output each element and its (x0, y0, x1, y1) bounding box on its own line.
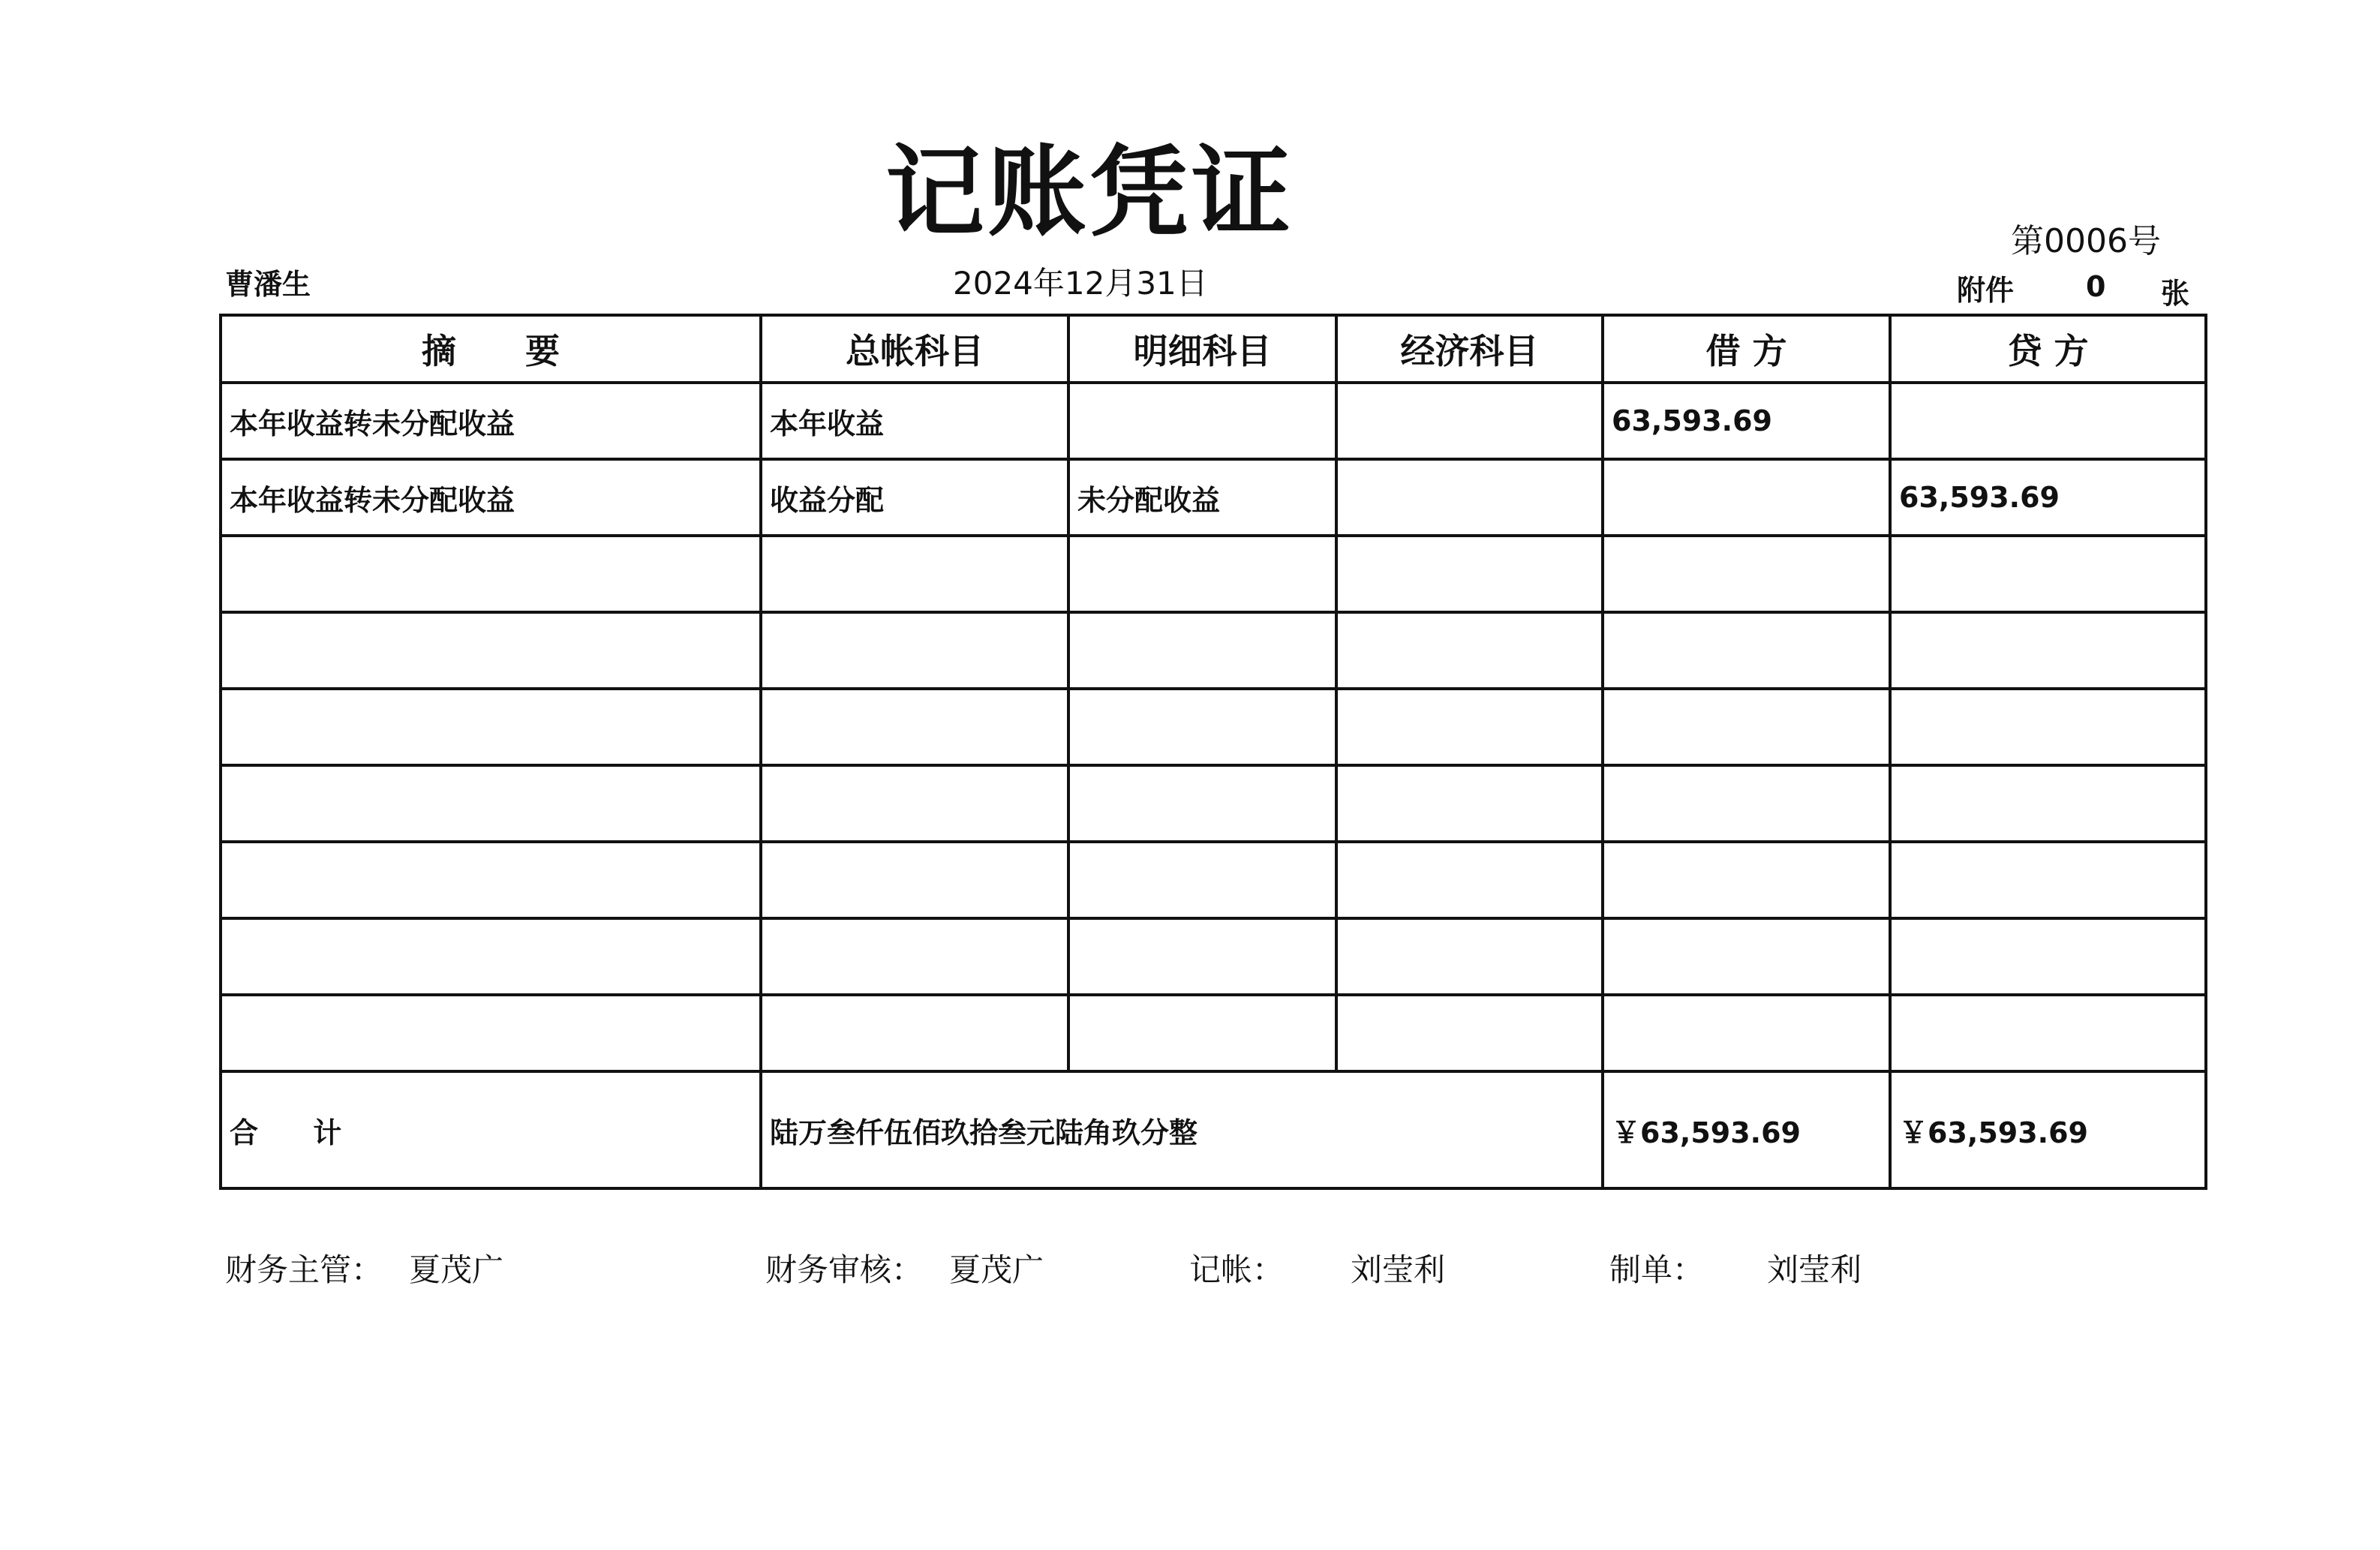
finance-supervisor-label: 财务主管： (225, 1251, 383, 1288)
col-header-economic-account: 经济科目 (1336, 315, 1603, 383)
cell-general-account (761, 765, 1068, 842)
cell-general-account: 收益分配 (761, 459, 1068, 536)
preparer-label: 制单： (1609, 1251, 1705, 1288)
cell-economic-account (1336, 765, 1603, 842)
company-name: 曹潘生 (225, 268, 311, 301)
bookkeeper-name: 刘莹利 (1351, 1251, 1446, 1288)
cell-credit (1890, 765, 2206, 842)
cell-general-account (761, 842, 1068, 918)
cell-economic-account (1336, 612, 1603, 689)
cell-general-account: 本年收益 (761, 383, 1068, 459)
table-row (221, 536, 2206, 612)
cell-economic-account (1336, 918, 1603, 995)
cell-credit: 63,593.69 (1890, 459, 2206, 536)
cell-summary (221, 918, 761, 995)
cell-credit (1890, 383, 2206, 459)
cell-summary (221, 612, 761, 689)
attachment-count: 0 (2086, 270, 2106, 303)
attachment-unit: 张 (2161, 277, 2190, 310)
total-label: 合 计 (221, 1071, 761, 1188)
cell-economic-account (1336, 536, 1603, 612)
cell-credit (1890, 995, 2206, 1071)
cell-debit (1603, 612, 1890, 689)
voucher-number: 第0006号 (2011, 222, 2161, 260)
total-debit: ￥63,593.69 (1603, 1071, 1890, 1188)
total-credit: ￥63,593.69 (1890, 1071, 2206, 1188)
cell-credit (1890, 612, 2206, 689)
cell-economic-account (1336, 689, 1603, 765)
finance-audit-label: 财务审核： (765, 1251, 924, 1288)
cell-detail-account (1068, 536, 1336, 612)
voucher-date: 2024年12月31日 (953, 265, 1208, 302)
table-row (221, 383, 2206, 459)
bookkeeper-label: 记帐： (1189, 1251, 1285, 1288)
cell-general-account (761, 689, 1068, 765)
table-row (221, 995, 2206, 1071)
table-header-row (221, 315, 2206, 383)
cell-summary (221, 765, 761, 842)
table-row (221, 765, 2206, 842)
cell-summary (221, 689, 761, 765)
cell-debit (1603, 689, 1890, 765)
cell-general-account (761, 995, 1068, 1071)
col-header-debit: 借 方 (1603, 315, 1890, 383)
cell-detail-account (1068, 765, 1336, 842)
preparer-name: 刘莹利 (1767, 1251, 1862, 1288)
cell-general-account (761, 612, 1068, 689)
cell-detail-account (1068, 689, 1336, 765)
attachment-label: 附件 (1957, 274, 2015, 307)
table-row (221, 842, 2206, 918)
table-row (221, 918, 2206, 995)
cell-debit (1603, 918, 1890, 995)
col-header-detail-account: 明细科目 (1068, 315, 1336, 383)
cell-summary (221, 536, 761, 612)
table-row (221, 612, 2206, 689)
cell-debit (1603, 536, 1890, 612)
cell-economic-account (1336, 842, 1603, 918)
cell-summary: 本年收益转未分配收益 (221, 383, 761, 459)
cell-credit (1890, 842, 2206, 918)
cell-economic-account (1336, 383, 1603, 459)
cell-summary (221, 842, 761, 918)
finance-audit-name: 夏茂广 (949, 1251, 1044, 1288)
table-row (221, 459, 2206, 536)
col-header-credit: 贷 方 (1890, 315, 2206, 383)
cell-general-account (761, 536, 1068, 612)
cell-detail-account (1068, 918, 1336, 995)
col-header-summary: 摘 要 (221, 315, 761, 383)
voucher-table (219, 314, 2207, 1190)
cell-summary: 本年收益转未分配收益 (221, 459, 761, 536)
cell-credit (1890, 918, 2206, 995)
cell-detail-account (1068, 383, 1336, 459)
cell-detail-account (1068, 612, 1336, 689)
cell-detail-account: 未分配收益 (1068, 459, 1336, 536)
cell-debit (1603, 459, 1890, 536)
cell-economic-account (1336, 459, 1603, 536)
cell-debit (1603, 765, 1890, 842)
total-amount-in-words: 陆万叁仟伍佰玖拾叁元陆角玖分整 (761, 1071, 1603, 1188)
total-row (221, 1071, 2206, 1188)
table-row (221, 689, 2206, 765)
cell-credit (1890, 689, 2206, 765)
cell-detail-account (1068, 995, 1336, 1071)
cell-debit: 63,593.69 (1603, 383, 1890, 459)
cell-general-account (761, 918, 1068, 995)
finance-supervisor-name: 夏茂广 (409, 1251, 504, 1288)
cell-summary (221, 995, 761, 1071)
col-header-general-account: 总帐科目 (761, 315, 1068, 383)
voucher-title: 记账凭证 (885, 134, 1294, 251)
cell-debit (1603, 842, 1890, 918)
cell-credit (1890, 536, 2206, 612)
cell-debit (1603, 995, 1890, 1071)
cell-economic-account (1336, 995, 1603, 1071)
cell-detail-account (1068, 842, 1336, 918)
